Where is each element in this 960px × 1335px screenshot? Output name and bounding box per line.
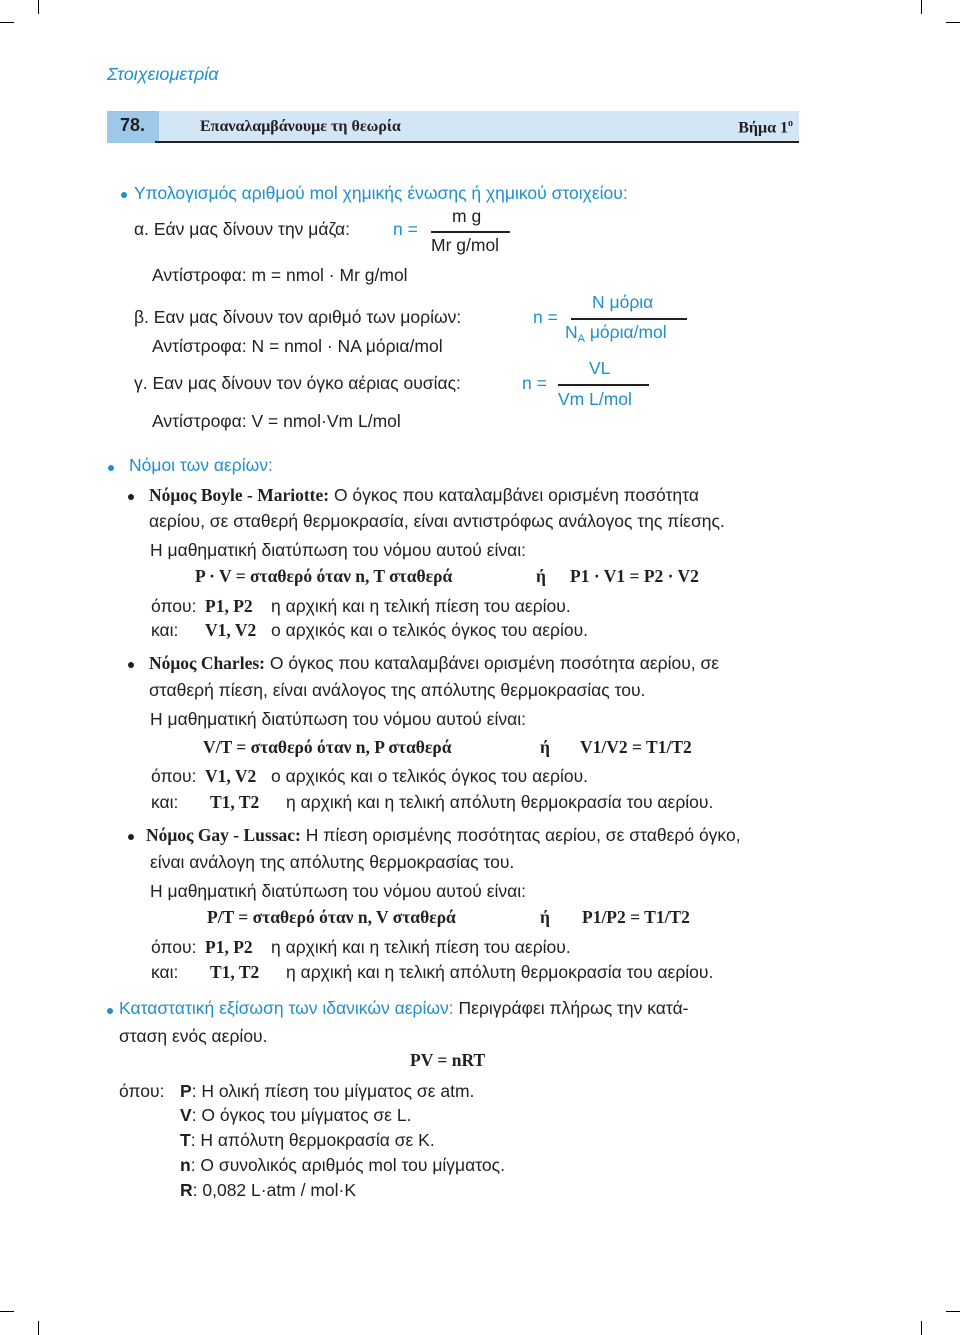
definition-p: P: Η ολική πίεση του μίγματος σε atm. bbox=[180, 1081, 475, 1101]
gay-lussac-line-2: είναι ανάλογη της απόλυτης θερμοκρασίας του. bbox=[150, 852, 515, 872]
charles-intro: Η μαθηματική διατύπωση του νόμου αυτού είναι: bbox=[150, 709, 527, 729]
moles-a-denominator: Mr g/mol bbox=[431, 235, 500, 255]
charles-where-text: ο αρχικός και ο τελικός όγκος του αερίου. bbox=[271, 766, 589, 786]
boyle-formula: P · V = σταθερό όταν n, T σταθερά bbox=[195, 566, 453, 586]
gay-lussac-and-label: και: bbox=[151, 962, 179, 982]
charles-line-1: Νόμος Charles: Ο όγκος που καταλαμβάνει ορισμένη ποσότητα αερίου, σε bbox=[149, 653, 720, 673]
moles-a-inverse: Αντίστροφα: m = nmol · Mr g/mol bbox=[152, 265, 408, 285]
moles-b-inverse: Αντίστροφα: N = nmol · NA μόρια/mol bbox=[152, 336, 443, 356]
gas-laws-heading: Νόμοι των αερίων: bbox=[129, 455, 273, 475]
crop-mark bbox=[946, 22, 960, 23]
charles-and-label: και: bbox=[151, 792, 179, 812]
gay-lussac-where-symbols: P1, P2 bbox=[205, 937, 253, 957]
gay-lussac-formula: P/T = σταθερό όταν n, V σταθερά bbox=[207, 907, 456, 927]
boyle-alt-equation: P1 · V1 = P2 · V2 bbox=[570, 566, 699, 586]
definition-r: R: 0,082 L·atm / mol·K bbox=[180, 1180, 357, 1200]
charles-line-2: σταθερή πίεση, είναι ανάλογος της απόλυτης θερμοκρασίας του. bbox=[149, 680, 646, 700]
boyle-intro: Η μαθηματική διατύπωση του νόμου αυτού είναι: bbox=[150, 540, 527, 560]
fraction-bar bbox=[571, 318, 687, 320]
moles-b-denominator: $N_A$ μόρια/mol bbox=[565, 322, 667, 345]
bullet-icon bbox=[128, 494, 134, 500]
charles-and-symbols: T1, T2 bbox=[210, 792, 260, 812]
charles-where-symbols: V1, V2 bbox=[205, 766, 257, 786]
crop-mark bbox=[38, 1321, 39, 1335]
moles-a-n: n = bbox=[393, 219, 418, 239]
gay-lussac-and-text: η αρχική και η τελική απόλυτη θερμοκρασία του αερίου. bbox=[286, 962, 714, 982]
moles-c-label: γ. Εαν μας δίνουν τον όγκο αέριας ουσίας: bbox=[134, 373, 461, 393]
gay-lussac-and-symbols: T1, T2 bbox=[210, 962, 260, 982]
gay-lussac-intro: Η μαθηματική διατύπωση του νόμου αυτού είναι: bbox=[150, 881, 527, 901]
page-number: 78. bbox=[120, 115, 146, 135]
moles-c-n: n = bbox=[522, 373, 547, 393]
moles-c-inverse: Αντίστροφα: V = nmol·Vm L/mol bbox=[152, 411, 401, 431]
page-header-bar bbox=[107, 111, 799, 143]
gay-lussac-line-1: Νόμος Gay - Lussac: Η πίεση ορισμένης ποσότητας αερίου, σε σταθερό όγκο, bbox=[146, 825, 741, 845]
bullet-icon bbox=[128, 834, 134, 840]
moles-a-numerator: m g bbox=[452, 206, 482, 226]
crop-mark bbox=[0, 22, 14, 23]
ideal-gas-equation: PV = nRT bbox=[410, 1050, 486, 1070]
moles-b-label: β. Εαν μας δίνουν τον αριθμό των μορίων: bbox=[134, 307, 462, 327]
gay-lussac-or: ή bbox=[540, 907, 550, 927]
crop-mark bbox=[946, 1311, 960, 1312]
moles-a-label: α. Εάν μας δίνουν την μάζα: bbox=[134, 219, 351, 239]
moles-c-numerator: VL bbox=[589, 358, 611, 378]
boyle-and-symbols: V1, V2 bbox=[205, 620, 257, 640]
definition-v: V: Ο όγκος του μίγματος σε L. bbox=[180, 1105, 412, 1125]
crop-mark bbox=[0, 1311, 14, 1312]
definition-t: T: Η απόλυτη θερμοκρασία σε K. bbox=[180, 1130, 435, 1150]
charles-alt-equation: V1/V2 = T1/T2 bbox=[580, 737, 692, 757]
charles-or: ή bbox=[540, 737, 550, 757]
ideal-gas-line-2: σταση ενός αερίου. bbox=[119, 1026, 268, 1046]
charles-and-text: η αρχική και η τελική απόλυτη θερμοκρασία του αερίου. bbox=[286, 792, 714, 812]
definition-n: n: Ο συνολικός αριθμός mol του μίγματος. bbox=[180, 1155, 505, 1175]
page-number-box bbox=[107, 111, 159, 143]
gay-lussac-where-text: η αρχική και η τελική πίεση του αερίου. bbox=[271, 937, 571, 957]
boyle-line-1: Νόμος Boyle - Mariotte: Ο όγκος που καταλαμβάνει ορισμένη ποσότητα bbox=[149, 485, 699, 505]
boyle-line-2: αερίου, σε σταθερή θερμοκρασία, είναι αντιστρόφως ανάλογος της πίεσης. bbox=[149, 511, 725, 531]
gay-lussac-where-label: όπου: bbox=[151, 937, 197, 957]
moles-b-n: n = bbox=[533, 307, 558, 327]
boyle-and-label: και: bbox=[151, 620, 179, 640]
bullet-icon bbox=[107, 1008, 113, 1014]
moles-b-numerator: N μόρια bbox=[592, 292, 654, 312]
ideal-gas-where-label: όπου: bbox=[119, 1081, 165, 1101]
charles-where-label: όπου: bbox=[151, 766, 197, 786]
boyle-and-text: ο αρχικός και ο τελικός όγκος του αερίου. bbox=[271, 620, 589, 640]
bullet-icon bbox=[128, 662, 134, 668]
moles-heading: Υπολογισμός αριθμού mol χημικής ένωσης ή χημικού στοιχείου: bbox=[134, 183, 628, 203]
crop-mark bbox=[38, 0, 39, 14]
crop-mark bbox=[921, 1321, 922, 1335]
ideal-gas-line-1: Καταστατική εξίσωση των ιδανικών αερίων: Περιγράφει πλήρως την κατά- bbox=[119, 998, 689, 1018]
section-title: Στοιχειομετρία bbox=[107, 64, 219, 84]
boyle-where-label: όπου: bbox=[151, 596, 197, 616]
boyle-where-text: η αρχική και η τελική πίεση του αερίου. bbox=[271, 596, 571, 616]
bullet-icon bbox=[121, 192, 127, 198]
bullet-icon bbox=[108, 465, 114, 471]
step-label: Βήμα $1^o$ bbox=[738, 118, 793, 137]
boyle-where-symbols: P1, P2 bbox=[205, 596, 253, 616]
crop-mark bbox=[921, 0, 922, 14]
gay-lussac-alt-equation: P1/P2 = T1/T2 bbox=[582, 907, 690, 927]
header-label: Επαναλαμβάνουμε τη θεωρία bbox=[200, 118, 401, 135]
charles-formula: V/T = σταθερό όταν n, P σταθερά bbox=[203, 737, 452, 757]
header-rule bbox=[155, 141, 799, 143]
fraction-bar bbox=[431, 231, 510, 233]
boyle-or: ή bbox=[536, 566, 546, 586]
fraction-bar bbox=[558, 384, 649, 386]
moles-c-denominator: Vm L/mol bbox=[558, 389, 632, 409]
